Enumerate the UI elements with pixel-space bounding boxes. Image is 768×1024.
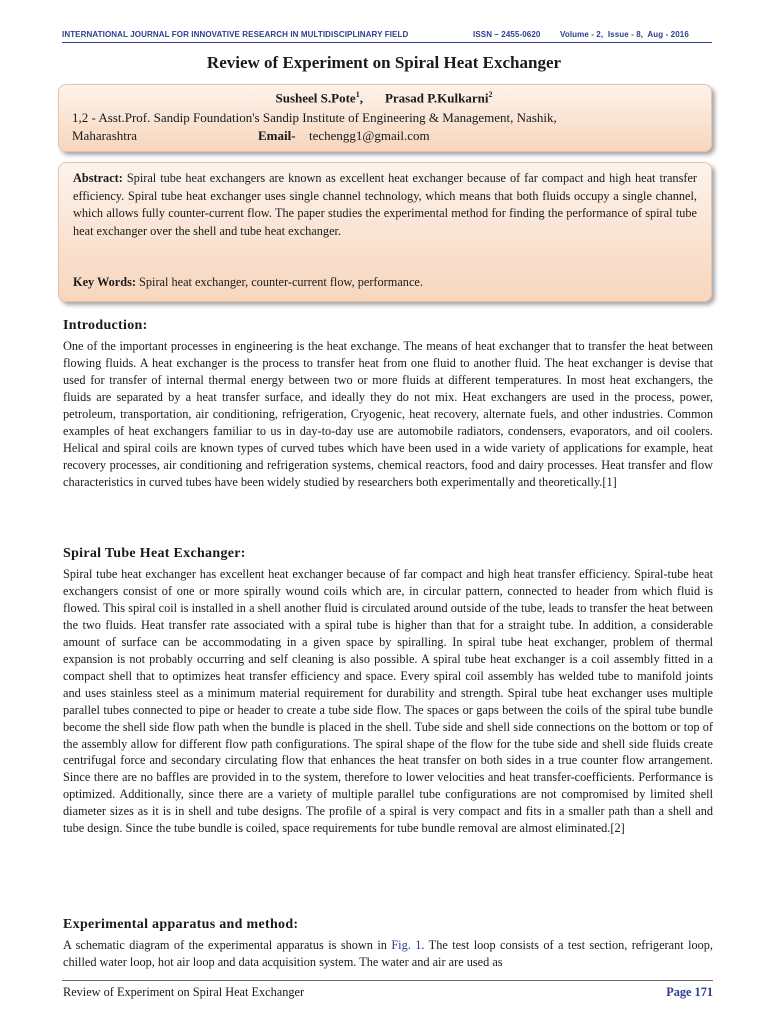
- spiral-heading: Spiral Tube Heat Exchanger:: [63, 546, 246, 561]
- affiliation: 1,2 - Asst.Prof. Sandip Foundation's Sandip Institute of Engineering & Management, Nashik,: [72, 110, 557, 125]
- footer-rule: [62, 980, 713, 981]
- abstract-text: Spiral tube heat exchangers are known as excellent heat exchanger because of far compact and high heat transfer efficiency. Spiral tube heat exchanger uses single channel technology, which means that both fluids occupy a single channel, which allows fully counter-current flow. The paper studies the experimental method for finding the performance of spiral tube heat exchanger over the shell and tube heat exchanger.: [73, 171, 697, 238]
- keywords-text: Spiral heat exchanger, counter-current flow, performance.: [139, 275, 423, 289]
- author-1-sup: 1: [355, 90, 360, 99]
- header-rule: [62, 42, 712, 43]
- abstract-label: Abstract:: [73, 171, 123, 185]
- page-number: Page 171: [666, 985, 713, 999]
- author-1: Susheel S.Pote: [275, 90, 356, 106]
- journal-name: INTERNATIONAL JOURNAL FOR INNOVATIVE RESEARCH IN MULTIDISCIPLINARY FIELD: [62, 30, 409, 39]
- issn-label: ISSN – 2455-0620: [473, 30, 541, 39]
- abstract: [73, 170, 697, 240]
- paper-title: Review of Experiment on Spiral Heat Exchanger: [206, 53, 562, 72]
- keywords-label: Key Words:: [73, 275, 136, 289]
- author-2-sup: 2: [488, 90, 493, 99]
- author-2: Prasad P.Kulkarni: [384, 90, 489, 106]
- volume-label: Volume - 2, Issue - 8, Aug - 2016: [560, 30, 689, 39]
- figure-reference-link[interactable]: Fig. 1: [391, 938, 422, 952]
- author-separator: ,: [359, 90, 363, 106]
- experimental-heading: Experimental apparatus and method:: [63, 917, 299, 932]
- location: Maharashtra: [72, 128, 137, 143]
- spiral-paragraph: Spiral tube heat exchanger has excellent heat exchanger because of far compact and high heat transfer efficiency. Spiral-tube heat exchangers consist of one or more spirally wound coils which are, in circular pattern, connected to header from which fluid is flowed. This spiral coil is installed in a shell another fluid is circulated around outside of the tube, leads to transfer the heat between the two fluids. Heat transfer rate associated with a spiral tube is higher than that for a straight tube. In addition, a considerable amount of surface can be accommodating in a given space by spiralling. In spiral tube heat exchanger, problem of thermal expansion is not probably occurring and self cleaning is also possible. A spiral tube heat exchanger is a coil assembly fitted in a compact shell that to optimizes heat transfer efficiency and space. Every spiral coil assembly has welded tube to manifold joints and uses stainless steel as a minimum material requirement for durability and strength. Spiral tube heat exchanger uses multiple parallel tubes connected to pipe or header to create a tube side flow. The spaces or gaps between the coils of the spiral tube bundle become the shell side flow path when the bundle is placed in the shell. Tube side and shell side connections on the bottom or top of the assembly allow for different flow path configurations. The spiral shape of the flow for the tube side and shell side fluids create centrifugal force and secondary circulating flow that enhances the heat transfer on both sides in a true counter flow arrangement. Since there are no baffles are provided in to the system, therefore to lower velocities and heat transfer-coefficients. Performance is optimized. Additionally, since there are a variety of multiple parallel tube configurations are not compromised by limited shell diameter sizes as it is in shell and tube designs. The profile of a spiral is very compact and fits in a smaller path than a shell and tube design. Since the tube bundle is coiled, space requirements for tube bundle removal are almost eliminated.[2]: [63, 567, 713, 836]
- experimental-text-end: . The test loop consists of a test section, refrigerant loop, chilled water loop, hot air loop and data acquisition system. The water and air are used as: [63, 938, 714, 969]
- journal-header: [62, 24, 712, 44]
- intro-heading: Introduction:: [63, 318, 148, 333]
- email-label: Email-: [258, 128, 296, 143]
- location-email-line: [72, 127, 698, 145]
- footer-title: Review of Experiment on Spiral Heat Exchanger: [63, 985, 305, 999]
- experimental-paragraph: [63, 937, 713, 971]
- keywords: [73, 274, 697, 291]
- email-link[interactable]: techengg1@gmail.com: [309, 128, 430, 143]
- author-line: [0, 90, 768, 106]
- intro-paragraph: One of the important processes in engineering is the heat exchange. The means of heat exchanger that to transfer the heat between flowing fluids. A heat exchanger is the process to transfer heat from one fluid to another fluid. The heat exchanger is devise that used for transfer of internal thermal energy between two or more fluids at different temperatures. In most heat exchangers, the fluids are separated by a heat transfer surface, and ideally they do not mix. Heat exchangers are used in the process, power, petroleum, transportation, air conditioning, refrigeration, Cryogenic, heat recovery, alternate fuels, and other industries. Common examples of heat exchangers familiar to us in day-to-day use are automobile radiators, condensers, evaporators, and oil coolers. Helical and spiral coils are known types of curved tubes which have been used in a wide variety of applications for example, heat recovery processes, air conditioning and refrigeration systems, chemical reactors, food and dairy processes. Heat transfer and flow characteristics in curved tubes have been widely studied by researchers both experimentally and theoretically.[1]: [63, 339, 713, 489]
- experimental-text-start: A schematic diagram of the experimental apparatus is shown in: [63, 938, 392, 952]
